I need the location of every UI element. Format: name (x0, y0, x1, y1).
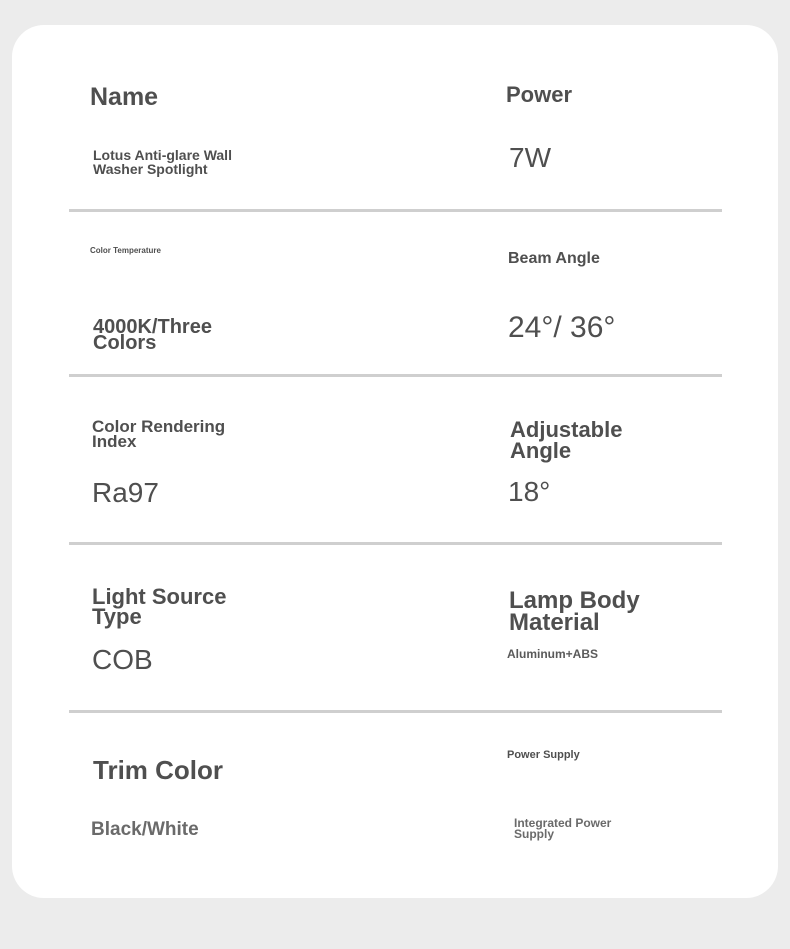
name-label: Name (90, 83, 159, 111)
color-temperature-value: 4000K/Three Colors (93, 316, 212, 354)
adjustable-angle-value: 18° (508, 476, 551, 507)
row-divider (69, 710, 722, 713)
power-supply-value: Integrated Power Supply (514, 816, 612, 841)
power-label: Power (506, 82, 573, 107)
light-source-label: Light Source Type (92, 584, 227, 629)
trim-color-value: Black/White (91, 819, 199, 840)
cri-value: Ra97 (92, 477, 159, 508)
light-source-value: COB (92, 644, 153, 675)
color-temperature-label: Color Temperature (90, 246, 161, 255)
row-divider (69, 374, 722, 377)
lamp-body-label: Lamp Body Material (509, 587, 640, 636)
beam-angle-value: 24°/ 36° (508, 311, 616, 344)
beam-angle-label: Beam Angle (508, 250, 600, 267)
row-divider (69, 209, 722, 212)
lamp-body-value: Aluminum+ABS (507, 647, 599, 661)
row-divider (69, 542, 722, 545)
adjustable-angle-label: Adjustable Angle (510, 417, 623, 463)
trim-color-label: Trim Color (93, 755, 224, 785)
cri-label: Color Rendering Index (92, 417, 226, 451)
name-value: Lotus Anti-glare Wall Washer Spotlight (93, 147, 232, 177)
power-supply-label: Power Supply (507, 749, 580, 761)
power-value: 7W (509, 142, 551, 173)
